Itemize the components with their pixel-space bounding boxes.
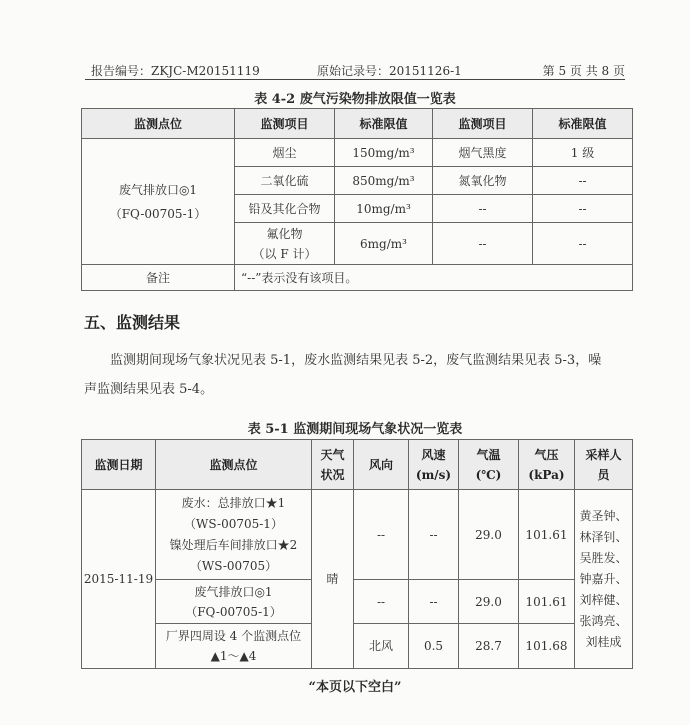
sampler-name: 林泽钊、 [579,529,628,544]
point-line: （WS-00705-1） [184,516,283,531]
col-header-temperature [459,440,519,490]
page-header [85,60,625,80]
wind-speed-cell: 0.5 [409,624,459,669]
pressure-cell: 101.61 [519,580,575,624]
header-divider [85,79,625,80]
sampler-name: 吴胜发、 [579,550,628,565]
wind-speed-cell: -- [409,580,459,624]
note-text: “--”表示没有该项目。 [235,265,633,291]
pressure-cell: 101.61 [519,490,575,580]
limit-cell: 850mg/m³ [335,167,433,195]
pressure-cell: 101.68 [519,624,575,669]
weather-cell: 晴 [312,490,354,669]
point-line: 废气排放口◎1 [194,584,273,599]
paragraph-line: 声监测结果见表 5-4。 [84,382,214,397]
point-cell [156,624,312,669]
page-indicator: 第 5 页 共 8 页 [542,64,625,78]
limit-cell: -- [533,167,633,195]
item-cell: -- [433,195,533,223]
col-header: 标准限值 [533,109,633,139]
table-row [82,624,633,669]
sampler-cell [575,490,633,669]
section-title: 五、监测结果 [84,313,181,332]
col-header-wind-direction: 风向 [354,440,409,490]
wind-direction-cell: -- [354,580,409,624]
point-code: （FQ-00705-1） [109,206,207,221]
table-row [82,490,633,580]
item-cell: 氮氧化物 [433,167,533,195]
col-header-point: 监测点位 [156,440,312,490]
limit-cell: 150mg/m³ [335,139,433,167]
point-cell [156,490,312,580]
col-header: 标准限值 [335,109,433,139]
col-header: 监测项目 [433,109,533,139]
report-number: 报告编号：ZKJC-M20151119 [91,64,260,78]
header-line: (m/s) [415,467,452,482]
table-4-2 [81,108,633,291]
temperature-cell: 28.7 [459,624,519,669]
col-header-sampler [575,440,633,490]
limit-cell: 1 级 [533,139,633,167]
header-line: 天气 [320,447,345,462]
item-cell: 烟气黑度 [433,139,533,167]
table-5-1-caption: 表 5-1 监测期间现场气象状况一览表 [247,422,463,437]
header-line: 采样人 [585,447,622,462]
point-line: ▲1～▲4 [210,649,257,663]
point-line: 厂界四周设 4 个监测点位 [165,629,302,643]
wind-direction-cell: 北风 [354,624,409,669]
limit-cell: -- [533,195,633,223]
table-row [82,580,633,624]
header-line: 风速 [421,447,446,462]
point-line: （WS-00705） [189,558,278,573]
header-line: 气压 [534,447,559,462]
point-cell [156,580,312,624]
sampler-name: 刘梓健、 [579,592,628,607]
col-header-weather [312,440,354,490]
limit-cell: 6mg/m³ [335,223,433,265]
table-header-row [82,440,633,490]
wind-speed-cell: -- [409,490,459,580]
header-line: (℃) [475,467,502,482]
monitoring-point-cell [82,139,235,265]
col-header: 监测点位 [82,109,235,139]
section-paragraph [84,346,632,404]
record-number: 原始记录号：20151126-1 [317,64,462,78]
item-cell [235,223,335,265]
col-header-pressure [519,440,575,490]
point-name: 废气排放口◎1 [118,182,198,197]
temperature-cell: 29.0 [459,580,519,624]
sampler-name: 钟嘉升、 [579,571,628,586]
point-line: 废水：总排放口★1 [181,495,286,510]
wind-direction-cell: -- [354,490,409,580]
note-row [82,265,633,291]
date-cell: 2015-11-19 [82,490,156,669]
limit-cell: 10mg/m³ [335,195,433,223]
col-header-date: 监测日期 [82,440,156,490]
page-footer-note: “本页以下空白” [308,680,402,695]
col-header-wind-speed [409,440,459,490]
table-header-row [82,109,633,139]
point-line: 镍处理后车间排放口★2 [169,537,298,552]
item-cell: 二氧化硫 [235,167,335,195]
col-header: 监测项目 [235,109,335,139]
header-line: (kPa) [528,467,565,482]
header-line: 气温 [476,447,501,462]
limit-cell: -- [533,223,633,265]
item-subnote: （以 F 计） [252,246,317,261]
header-line: 员 [597,467,610,482]
table-4-2-caption: 表 4-2 废气污染物排放限值一览表 [254,92,456,107]
paragraph-line: 监测期间现场气象状况见表 5-1，废水监测结果见表 5-2，废气监测结果见表 5-3，噪 [110,353,602,368]
sampler-name: 张鸿亮、 [579,613,628,628]
sampler-name: 刘桂成 [585,634,622,649]
point-line: （FQ-00705-1） [185,604,282,619]
header-line: 状况 [320,467,345,482]
table-row [82,139,633,167]
note-label: 备注 [82,265,235,291]
item-cell: -- [433,223,533,265]
item-name: 氟化物 [266,226,303,241]
item-cell: 烟尘 [235,139,335,167]
temperature-cell: 29.0 [459,490,519,580]
item-cell: 铅及其化合物 [235,195,335,223]
table-5-1 [81,439,633,669]
sampler-name: 黄圣钟、 [579,508,628,523]
